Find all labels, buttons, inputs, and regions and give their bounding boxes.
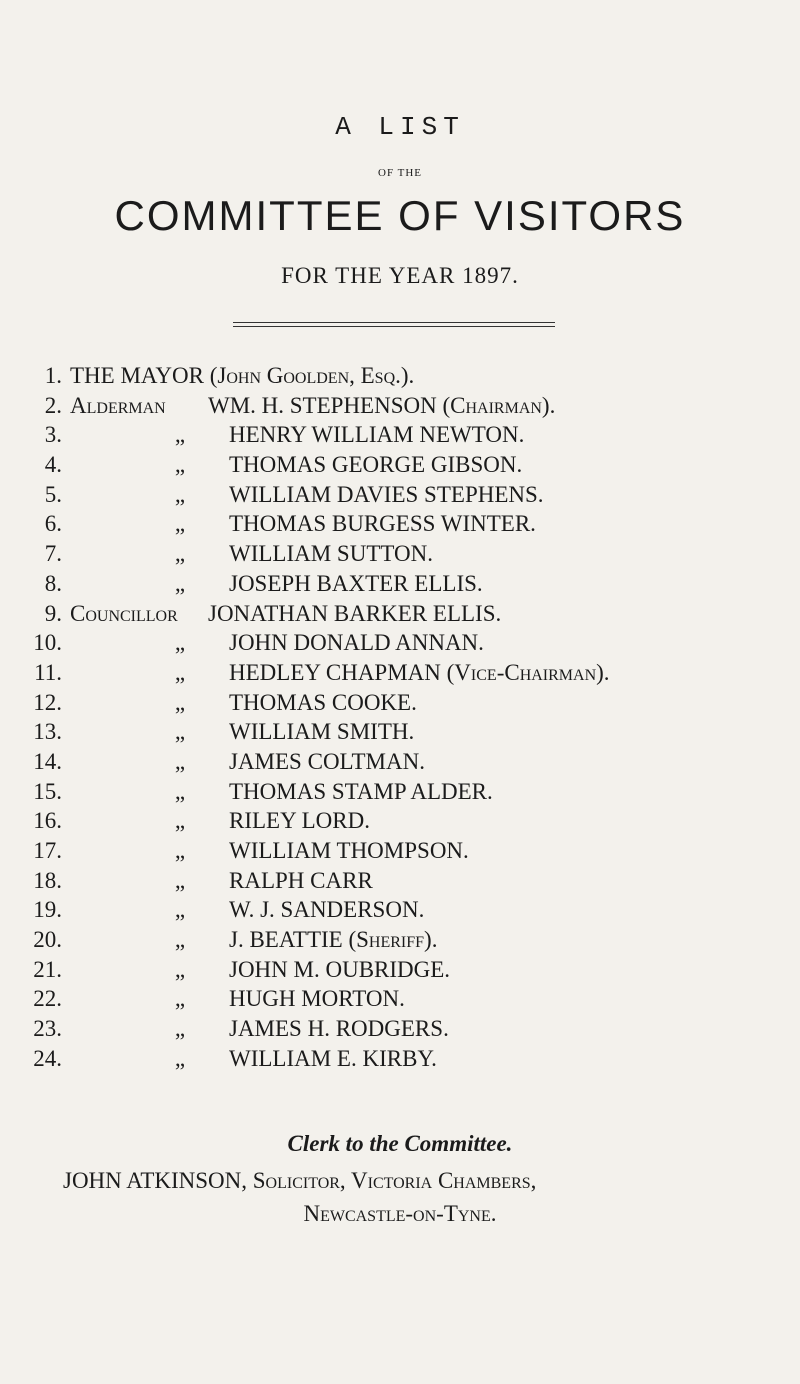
page-title: COMMITTEE OF VISITORS [114, 192, 686, 239]
ditto-mark: „ [174, 778, 186, 804]
ditto-mark: „ [174, 1016, 186, 1042]
member-name: THOMAS GEORGE GIBSON. [229, 452, 523, 478]
ditto-mark: „ [174, 511, 186, 537]
member-number: 21. [33, 956, 62, 982]
member-name: WILLIAM THOMPSON. [229, 838, 469, 863]
member-name: RALPH CARR [229, 867, 373, 893]
member-number: 15. [33, 778, 62, 804]
list-item [0, 509, 800, 539]
ditto-mark: „ [174, 659, 186, 685]
member-number: 9. [44, 600, 62, 626]
list-item [0, 688, 800, 718]
ditto-mark: „ [174, 838, 186, 863]
member-name: RILEY LORD. [229, 808, 370, 834]
member-name: J. BEATTIE (Sheriff). [229, 927, 438, 953]
list-item [0, 717, 800, 747]
member-number: 2. [44, 392, 62, 418]
member-name: JOSEPH BAXTER ELLIS. [229, 570, 483, 596]
member-number: 19. [33, 897, 62, 923]
member-number: 18. [33, 867, 62, 893]
list-item [0, 391, 800, 421]
ditto-mark: „ [174, 570, 186, 596]
ditto-mark: „ [174, 748, 186, 774]
member-name: JAMES COLTMAN. [229, 748, 425, 774]
member-name: HENRY WILLIAM NEWTON. [229, 422, 525, 448]
ditto-mark: „ [174, 808, 186, 834]
member-number: 13. [33, 719, 62, 745]
member-name: JONATHAN BARKER ELLIS. [208, 600, 502, 626]
ditto-mark: „ [174, 986, 186, 1012]
list-item [0, 1014, 800, 1044]
member-name: WILLIAM E. KIRBY. [229, 1045, 437, 1071]
heading-a-list: A LIST [335, 112, 465, 142]
member-name: HEDLEY CHAPMAN (Vice-Chairman). [229, 659, 610, 685]
list-item [0, 539, 800, 569]
member-number: 12. [33, 689, 62, 715]
ditto-mark: „ [174, 452, 186, 478]
member-name: WILLIAM DAVIES STEPHENS. [229, 481, 544, 507]
member-number: 8. [44, 570, 62, 596]
member-name: THE MAYOR (John Goolden, Esq.). [70, 363, 415, 388]
member-name: THOMAS STAMP ALDER. [229, 778, 493, 804]
members-list [0, 361, 800, 1074]
ditto-mark: „ [174, 1045, 186, 1071]
clerk-name-line: JOHN ATKINSON, Solicitor, Victoria Chambers, [63, 1168, 537, 1193]
ditto-mark: „ [174, 630, 186, 656]
ditto-mark: „ [174, 956, 186, 982]
member-number: 6. [44, 511, 62, 537]
member-number: 5. [44, 481, 62, 507]
list-item [0, 361, 800, 391]
member-name: WILLIAM SMITH. [229, 719, 415, 745]
heading-year: FOR THE YEAR 1897. [281, 263, 519, 288]
member-number: 17. [33, 838, 62, 863]
ditto-mark: „ [174, 541, 186, 567]
member-name: JOHN DONALD ANNAN. [229, 630, 484, 656]
member-name: W. J. SANDERSON. [229, 897, 425, 923]
list-item [0, 450, 800, 480]
list-item [0, 836, 800, 866]
list-item [0, 777, 800, 807]
member-number: 23. [33, 1016, 62, 1042]
list-item [0, 925, 800, 955]
clerk-heading: Clerk to the Committee. [287, 1131, 513, 1156]
member-title: Alderman [70, 392, 166, 418]
ditto-mark: „ [174, 481, 186, 507]
list-item [0, 1044, 800, 1074]
member-number: 11. [34, 659, 62, 685]
divider-bottom [233, 326, 555, 327]
list-item [0, 628, 800, 658]
list-item [0, 747, 800, 777]
member-number: 16. [33, 808, 62, 834]
list-item [0, 895, 800, 925]
member-number: 10. [33, 630, 62, 656]
clerk-address-line: Newcastle-on-Tyne. [303, 1201, 497, 1226]
member-name: WM. H. STEPHENSON (Chairman). [208, 392, 556, 418]
list-item [0, 420, 800, 450]
member-number: 20. [33, 927, 62, 953]
list-item [0, 658, 800, 688]
ditto-mark: „ [174, 927, 186, 953]
ditto-mark: „ [174, 897, 186, 923]
list-item [0, 866, 800, 896]
member-name: THOMAS COOKE. [229, 689, 417, 715]
member-number: 3. [44, 422, 62, 448]
ditto-mark: „ [174, 689, 186, 715]
member-title: Councillor [70, 600, 178, 626]
divider-top [233, 322, 555, 323]
member-name: WILLIAM SUTTON. [229, 541, 433, 567]
heading-of-the: OF THE [378, 167, 422, 179]
member-number: 1. [44, 363, 62, 388]
member-number: 24. [33, 1045, 62, 1071]
ditto-mark: „ [174, 719, 186, 745]
list-item [0, 480, 800, 510]
ditto-mark: „ [174, 422, 186, 448]
list-item [0, 569, 800, 599]
list-item [0, 984, 800, 1014]
member-number: 7. [44, 541, 62, 567]
member-number: 22. [33, 986, 62, 1012]
member-number: 4. [44, 452, 62, 478]
member-name: THOMAS BURGESS WINTER. [229, 511, 536, 537]
member-number: 14. [33, 748, 62, 774]
list-item [0, 955, 800, 985]
ditto-mark: „ [174, 867, 186, 893]
list-item [0, 599, 800, 629]
member-name: HUGH MORTON. [229, 986, 405, 1012]
member-name: JOHN M. OUBRIDGE. [229, 956, 451, 982]
member-name: JAMES H. RODGERS. [229, 1016, 449, 1042]
list-item [0, 806, 800, 836]
